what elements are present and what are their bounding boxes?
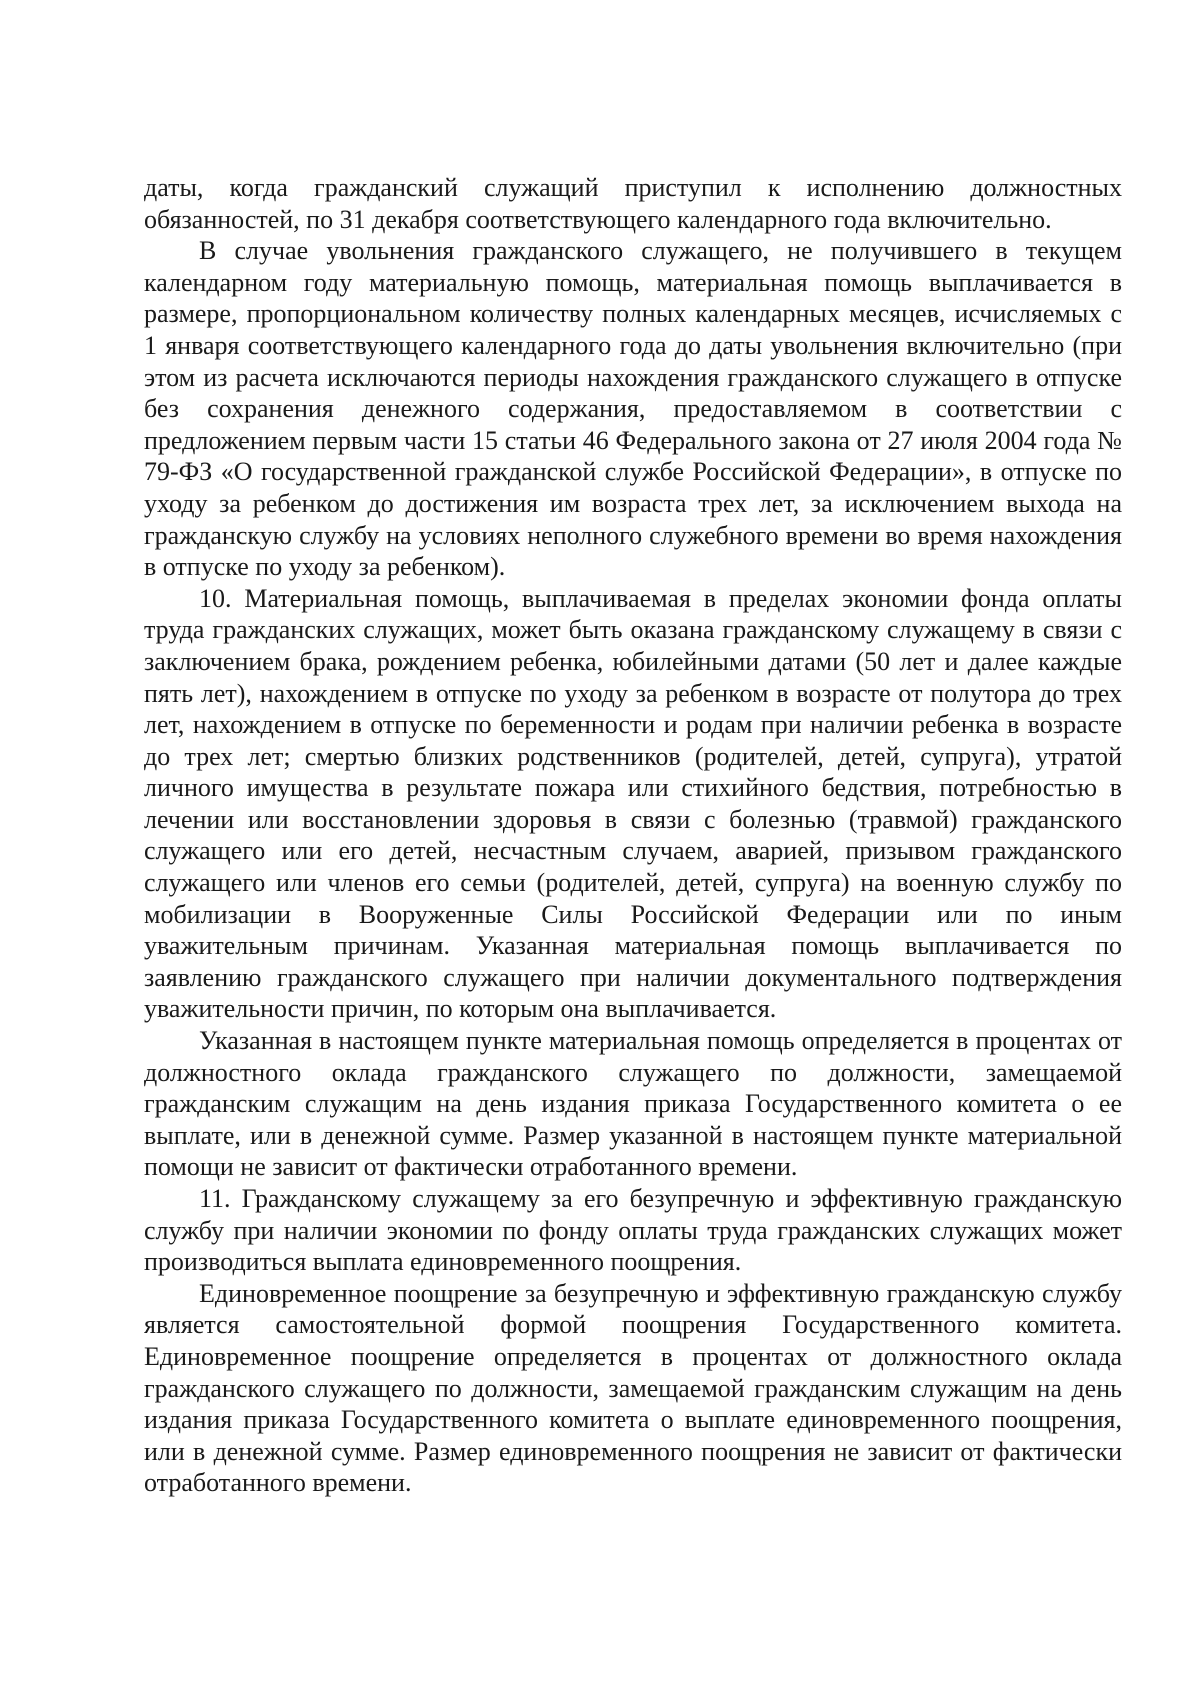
paragraph-one-time-bonus: Единовременное поощрение за безупречную и эффективную гражданскую службу является самостоятельной формой поощрения Государственного комитета. Единовременное поощрение определяется в процентах от должностного оклада гражданского служащего по должности, замещаемой гражданским служащим на день издания приказа Государственного комитета о выплате единовременного поощрения, или в денежной сумме. Размер единовременного поощрения не зависит от фактически отработанного времени. [144,1278,1122,1498]
document-body [144,172,1122,1499]
paragraph-dismissal-aid: В случае увольнения гражданского служащего, не получившего в текущем календарном году материальную помощь, материальная помощь выплачивается в размере, пропорциональном количеству полных календарных месяцев, исчисляемых с 1 января соответствующего календарного года до даты увольнения включительно (при этом из расчета исключаются периоды нахождения гражданского служащего в отпуске без сохранения денежного содержания, предоставляемом в соответствии с предложением первым части 15 статьи 46 Федерального закона от 27 июля 2004 года № 79-ФЗ «О государственной гражданской службе Российской Федерации», в отпуске по уходу за ребенком до достижения им возраста трех лет, за исключением выхода на гражданскую службу на условиях неполного служебного времени во время нахождения в отпуске по уходу за ребенком). [144,236,1122,582]
paragraph-aid-amount: Указанная в настоящем пункте материальная помощь определяется в процентах от должностного оклада гражданского служащего по должности, замещаемой гражданским служащим на день издания приказа Государственного комитета о ее выплате, или в денежной сумме. Размер указанной в настоящем пункте материальной помощи не зависит от фактически отработанного времени. [144,1026,1122,1182]
paragraph-item-10: 10. Материальная помощь, выплачиваемая в пределах экономии фонда оплаты труда гражданских служащих, может быть оказана гражданскому служащему в связи с заключением брака, рождением ребенка, юбилейными датами (50 лет и далее каждые пять лет), нахождением в отпуске по уходу за ребенком в возрасте от полутора до трех лет, нахождением в отпуске по беременности и родам при наличии ребенка в возрасте до трех лет; смертью близких родственников (родителей, детей, супруга), утратой личного имущества в результате пожара или стихийного бедствия, потребностью в лечении или восстановлении здоровья в связи с болезнью (травмой) гражданского служащего или его детей, несчастным случаем, аварией, призывом гражданского служащего или членов его семьи (родителей, детей, супруга) на военную службу по мобилизации в Вооруженные Силы Российской Федерации или по иным уважительным причинам. Указанная материальная помощь выплачивается по заявлению гражданского служащего при наличии документального подтверждения уважительности причин, по которым она выплачивается. [144,583,1122,1024]
paragraph-continuation: даты, когда гражданский служащий приступил к исполнению должностных обязанностей, по 31 декабря соответствующего календарного года включительно. [144,173,1122,234]
paragraph-item-11: 11. Гражданскому служащему за его безупречную и эффективную гражданскую службу при наличии экономии по фонду оплаты труда гражданских служащих может производиться выплата единовременного поощрения. [144,1184,1122,1277]
